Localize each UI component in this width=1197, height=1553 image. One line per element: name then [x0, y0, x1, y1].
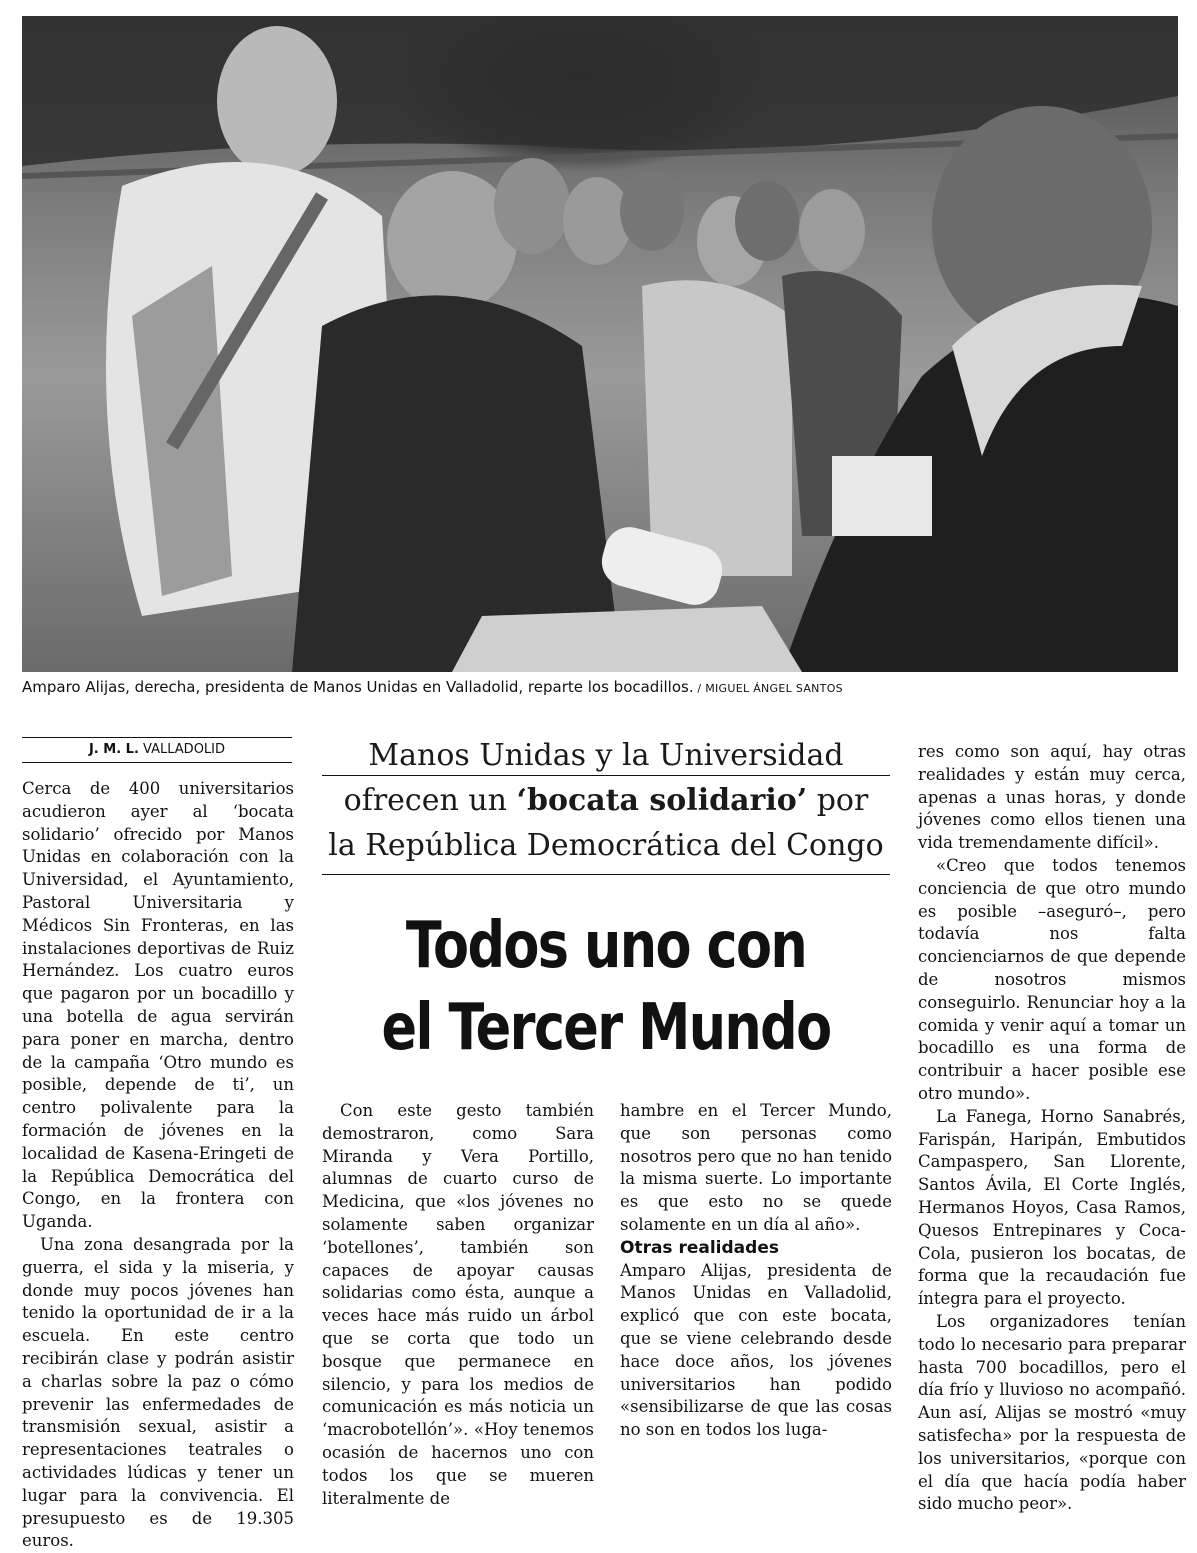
news-photo: [22, 16, 1178, 672]
byline: [22, 737, 292, 763]
body-paragraph: Amparo Alijas, presidenta de Manos Unidas en Valladolid, explicó que con este bocata, que se viene celebrando desde hace doce años, los jóvenes universitarios han podido «sensibilizarse de que las cosas no son en todos los luga-: [620, 1260, 892, 1440]
kicker-line-2-bold: ‘bocata solidario’: [516, 783, 808, 818]
headline-line-1: Todos uno con: [405, 909, 807, 983]
body-paragraph: Una zona desangrada por la guerra, el sida y la miseria, y donde muy pocos jóvenes han tenido la oportunidad de ir a la escuela. En este centro recibirán clase y podrán asistir a charlas sobre la paz o cómo prevenir las enfermedades de transmisión sexual, asistir a representaciones teatrales o actividades lúdicas y tener un lugar para la convivencia. El presupuesto es de 19.305 euros.: [22, 1234, 294, 1551]
column-3: [322, 1100, 594, 1510]
kicker-rule: [322, 775, 890, 776]
headline-line-2: el Tercer Mundo: [381, 991, 831, 1065]
body-paragraph: hambre en el Tercer Mundo, que son personas como nosotros pero que no han tenido la misma suerte. Lo importante es que esto no se quede solamente en un día al año».: [620, 1101, 892, 1234]
body-paragraph: «Creo que todos tenemos conciencia de que otro mundo es posible –aseguró–, pero todavía nos falta concienciarnos de que depende de nosotros mismos conseguirlo. Renunciar hoy a la comida y venir aquí a tomar un bocadillo es una forma de contribuir a hacer posible ese otro mundo».: [918, 855, 1186, 1103]
kicker-line-1: Manos Unidas y la Universidad: [368, 738, 844, 773]
kicker-line-2-pre: ofrecen un: [343, 783, 517, 818]
photo-credit: / MIGUEL ÁNGEL SANTOS: [693, 682, 843, 695]
body-paragraph: Los organizadores tenían todo lo necesario para preparar hasta 700 bocadillos, pero el día frío y lluvioso no acompañó. Aun así, Alijas se mostró «muy satisfecha» por la respuesta de los universitarios, «porque con el día que hacía podía haber sido mucho peor».: [918, 1311, 1186, 1514]
column-4: [620, 1100, 892, 1442]
caption-text: Amparo Alijas, derecha, presidenta de Manos Unidas en Valladolid, reparte los bocadillos.: [22, 678, 694, 696]
byline-author: J. M. L.: [88, 742, 139, 757]
column-1: [22, 778, 294, 1553]
column-5: [918, 741, 1186, 1516]
kicker-line-2-post: por: [807, 783, 869, 818]
body-paragraph: Con este gesto también demostraron, como Sara Miranda y Vera Portillo, alumnas de cuarto curso de Medicina, que «los jóvenes no solamente saben organizar ‘botellones’, también son capaces de apoyar causas solidarias como ésta, aunque a veces hace más ruido un árbol que se corta que todo un bosque que permanece en silencio, y para los medios de comunicación es más noticia un ‘macrobotellón’». «Hoy tenemos ocasión de hacernos uno con todos los que se mueren literalmente de: [322, 1101, 594, 1508]
body-paragraph: Cerca de 400 universitarios acudieron ayer al ‘bocata solidario’ ofrecido por Manos Unidas en colaboración con la Universidad, el Ayuntamiento, Pastoral Universitaria y Médicos Sin Fronteras, en las instalaciones deportivas de Ruiz Hernández. Los cuatro euros que pagaron por un bocadillo y una botella de agua servirán para poner en marcha, dentro de la campaña ‘Otro mundo es posible, depende de ti’, un centro polivalente para la formación de jóvenes en la localidad de Kasena-Eringeti de la República Democrática del Congo, en la frontera con Uganda.: [22, 779, 294, 1232]
body-paragraph: res como son aquí, hay otras realidades y están muy cerca, apenas a unas horas, y donde jóvenes como ellos tienen una vida tremendamente difícil».: [918, 742, 1186, 853]
kicker-line-3: la República Democrática del Congo: [328, 828, 884, 863]
main-headline: [373, 905, 839, 1069]
subheading: Otras realidades: [620, 1237, 779, 1258]
photo-caption: [22, 678, 1178, 696]
kicker-line-2: [322, 778, 890, 823]
photo-illustration: [22, 16, 1178, 672]
byline-place: VALLADOLID: [143, 742, 226, 757]
body-paragraph: La Fanega, Horno Sanabrés, Farispán, Haripán, Embutidos Campaspero, San Llorente, Santos Ávila, El Corte Inglés, Hermanos Hoyos, Casa Ramos, Quesos Entrepinares y Coca-Cola, pusieron los bocatas, de forma que la recaudación fue íntegra para el proyecto.: [918, 1106, 1186, 1309]
kicker-headline: [322, 733, 890, 875]
